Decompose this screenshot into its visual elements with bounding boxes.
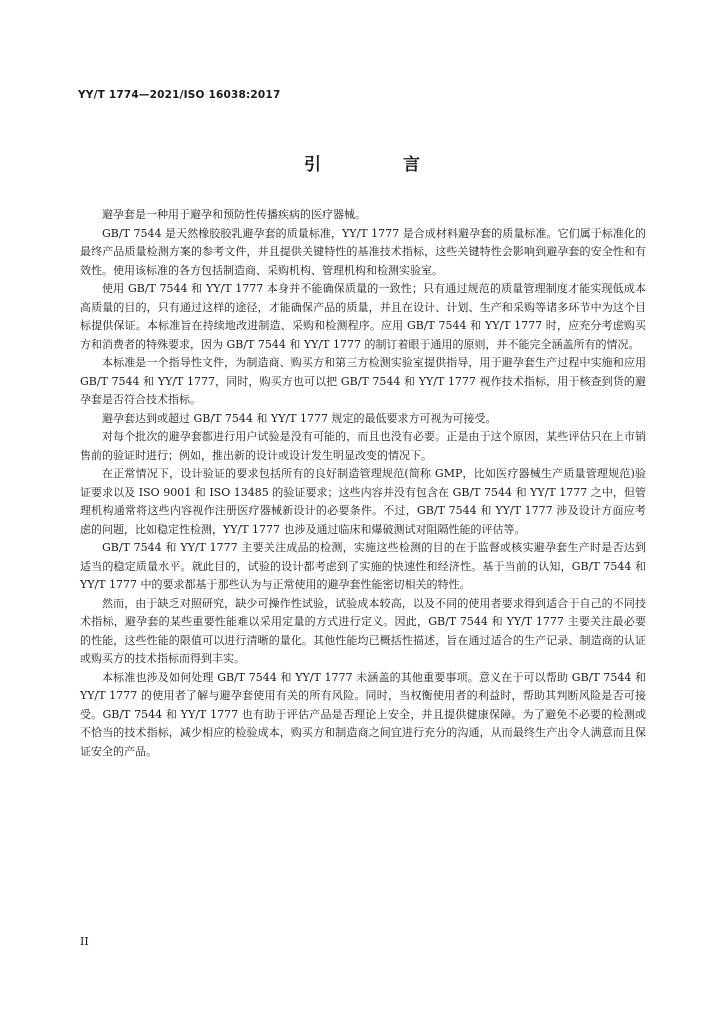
standard-number-header: YY/T 1774—2021/ISO 16038:2017 xyxy=(78,89,281,101)
page-number: II xyxy=(80,935,89,948)
paragraph: 避孕套是一种用于避孕和预防性传播疾病的医疗器械。 xyxy=(102,208,366,221)
paragraph: 使用 GB/T 7544 和 YY/T 1777 本身并不能确保质量的一致性；只有通过规范的质量管理制度才能实现低成本高质量的目的，只有通过这样的途径，才能确保产品的质量，并且在设计、计划、生产和采购等诸多环节中为这个目标提供保证。本标准旨在持续地改进制造、采购和检测程序。应用 GB/T 7544 和 YY/T 1777 时，应充分考虑购买方和消费者的特殊要求，因为 GB/T 7544 和 YY/T 1777 的制订着眼于通用的原则，并不能完全涵盖所有的情况。 xyxy=(80,282,646,351)
paragraph: 对每个批次的避孕套都进行用户试验是没有可能的，而且也没有必要。正是由于这个原因，某些评估只在上市销售前的验证时进行；例如，推出新的设计或设计发生明显改变的情况下。 xyxy=(80,430,646,462)
paragraph: GB/T 7544 是天然橡胶胶乳避孕套的质量标准，YY/T 1777 是合成材料避孕套的质量标准。它们属于标准化的最终产品质量检测方案的参考文件，并且提供关键特性的基准技术指标，这些关键特性会影响到避孕套的安全性和有效性。使用该标准的各方包括制造商、采购机构、管理机构和检测实验室。 xyxy=(80,226,646,277)
paragraph: 然而，由于缺乏对照研究，缺少可操作性试验，试验成本较高，以及不同的使用者要求得到适合于自己的不同技术指标，避孕套的某些重要性能难以采用定量的方式进行定义。因此，GB/T 7544 和 YY/T 1777 主要关注最必要的性能，这些性能的限值可以进行清晰的量化。其他性能均已概括性描述，旨在通过适合的生产记录、制造商的认证或购买方的技术指标而得到丰实。 xyxy=(80,596,646,665)
paragraph: 在正常情况下，设计验证的要求包括所有的良好制造管理规范(简称 GMP，比如医疗器械生产质量管理规范)验证要求以及 ISO 9001 和 ISO 13485 的验证要求；这些内容并没有包含在 GB/T 7544 和 YY/T 1777 之中，但管理机构通常将这些内容视作注册医疗器械新设计的必要条件。不过，GB/T 7544 和 YY/T 1777 涉及设计方面应考虑的问题，比如稳定性检测，YY/T 1777 也涉及通过临床和爆破测试对阻隔性能的评估等。 xyxy=(80,467,646,536)
paragraph: GB/T 7544 和 YY/T 1777 主要关注成品的检测，实施这些检测的目的在于监督或核实避孕套生产时是否达到适当的稳定质量水平。就此目的，试验的设计都考虑到了实施的快速性和经济性。基于当前的认知，GB/T 7544 和 YY/T 1777 中的要求都基于那些认为与正常使用的避孕套性能密切相关的特性。 xyxy=(80,541,646,591)
paragraph: 避孕套达到或超过 GB/T 7544 和 YY/T 1777 规定的最低要求方可视为可接受。 xyxy=(102,411,497,425)
paragraph: 本标准也涉及如何处理 GB/T 7544 和 YY/T 1777 未涵盖的其他重要事项。意义在于可以帮助 GB/T 7544 和 YY/T 1777 的使用者了解与避孕套使用有关的所有风险。同时，当权衡使用者的利益时，帮助其判断风险是否可接受。GB/T 7544 和 YY/T 1777 也有助于评估产品是否理论上安全，并且提供健康保障。为了避免不必要的检测或不恰当的技术指标，减少相应的检验成本，购买方和制造商之间宜进行充分的沟通，从而最终生产出令人满意而且保证安全的产品。 xyxy=(80,670,646,758)
introduction-body xyxy=(80,206,646,761)
paragraph: 本标准是一个指导性文件，为制造商、购买方和第三方检测实验室提供指导，用于避孕套生产过程中实施和应用 GB/T 7544 和 YY/T 1777，同时，购买方也可以把 GB/T 7544 和 YY/T 1777 视作技术指标，用于核查到货的避孕套是否符合技术指标。 xyxy=(80,356,646,406)
page-title: 引 言 xyxy=(304,155,458,175)
